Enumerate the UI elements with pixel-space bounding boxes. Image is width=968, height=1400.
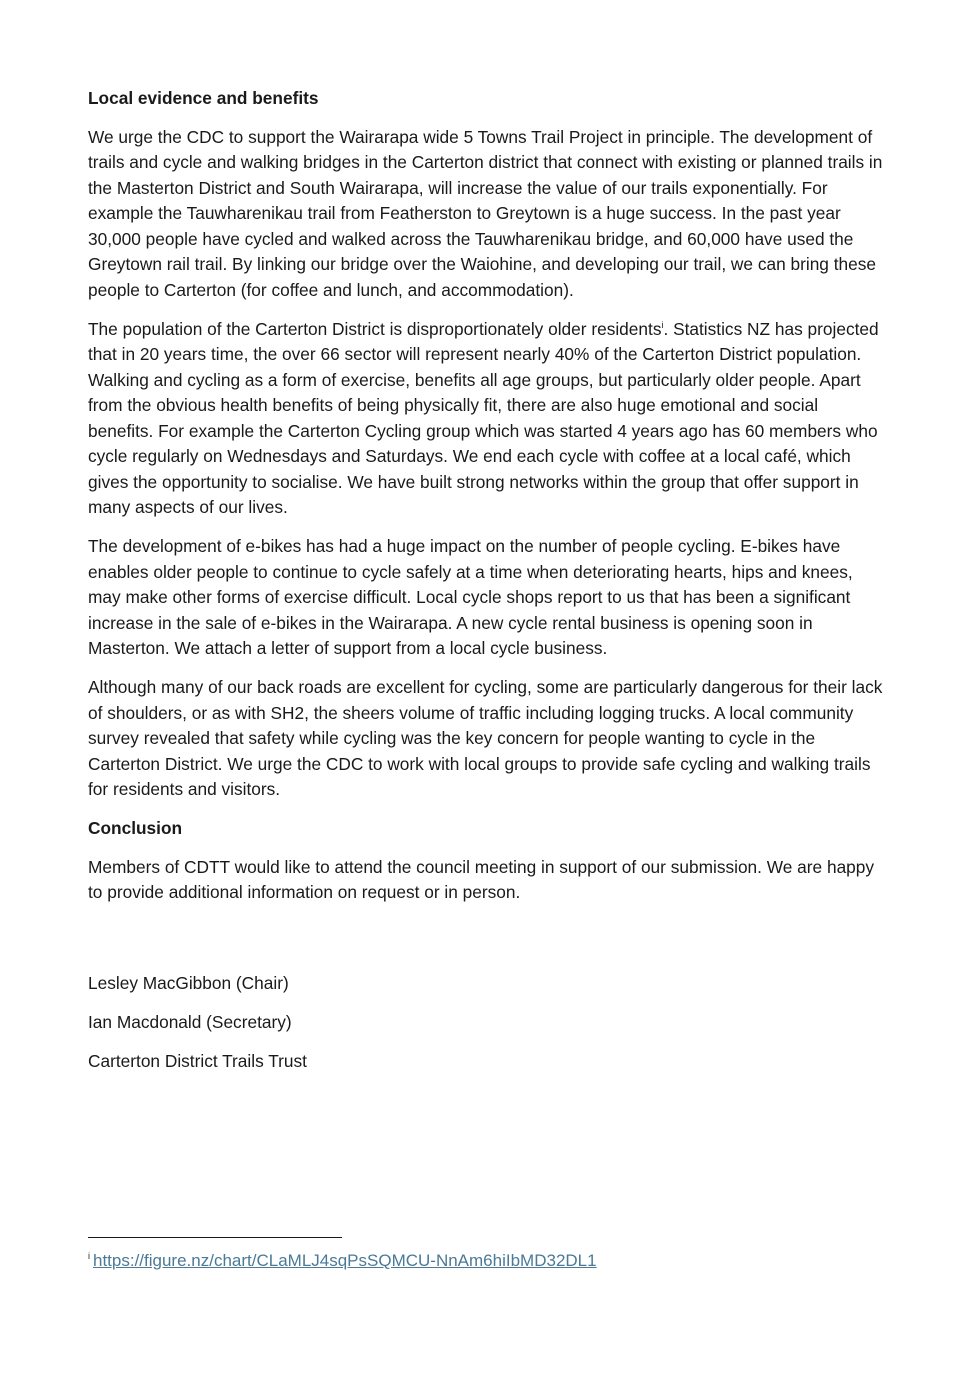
footnote-divider [88, 1237, 342, 1238]
footnote-link[interactable]: https://figure.nz/chart/CLaMLJ4sqPsSQMCU-NnAm6hiIbMD32DL1 [93, 1251, 597, 1270]
paragraph-safety: Although many of our back roads are excellent for cycling, some are particularly dangerous for their lack of shoulders, or as with SH2, the sheers volume of traffic including logging trucks. A local community survey revealed that safety while cycling was the key concern for people wanting to cycle in the Carterton District. We urge the CDC to work with local groups to provide safe cycling and walking trails for residents and visitors. [88, 677, 883, 799]
section-heading-conclusion: Conclusion [88, 818, 183, 838]
paragraph-population-end: . Statistics NZ has projected that in 20 years time, the over 66 sector will represent nearly 40% of the Carterton District population. Walking and cycling as a form of exercise, benefits all age groups, but particularly older people. Apart from the obvious health benefits of being physically fit, there are also huge emotional and social benefits. For example the Carterton Cycling group which was started 4 years ago has 60 members who cycle regularly on Wednesdays and Saturdays. We end each cycle with coffee at a local café, which gives the opportunity to socialise. We have built strong networks within the group that offer support in many aspects of our lives. [88, 318, 879, 517]
paragraph-conclusion: Members of CDTT would like to attend the council meeting in support of our submission. We are happy to provide additional information on request or in person. [88, 856, 875, 902]
document-body [88, 86, 888, 1088]
paragraph-population-start: The population of the Carterton District is disproportionately older residents [88, 318, 662, 339]
signature-spacer [88, 919, 888, 971]
paragraph-e-bikes: The development of e-bikes has had a huge impact on the number of people cycling. E-bikes have enables older people to continue to cycle safely at a time when deteriorating hearts, hips and knees, may make other forms of exercise difficult. Local cycle shops report to us that has been a significant increase in the sale of e-bikes in the Wairarapa. A new cycle rental business is opening soon in Masterton. We attach a letter of support from a local cycle business. [88, 536, 853, 658]
signature-organisation: Carterton District Trails Trust [88, 1051, 307, 1071]
signature-secretary: Ian Macdonald (Secretary) [88, 1012, 292, 1032]
section-heading-local-evidence: Local evidence and benefits [88, 88, 319, 108]
paragraph-population [88, 317, 888, 521]
signature-chair: Lesley MacGibbon (Chair) [88, 973, 289, 993]
footnote-reference-mark[interactable]: i [661, 319, 664, 330]
footnote-number: i [88, 1251, 90, 1262]
footnote [88, 1249, 597, 1273]
paragraph-trails-project: We urge the CDC to support the Wairarapa wide 5 Towns Trail Project in principle. The development of trails and cycle and walking bridges in the Carterton district that connect with existing or planned trails in the Masterton District and South Wairarapa, will increase the value of our trails exponentially. For example the Tauwharenikau trail from Featherston to Greytown is a huge success. In the past year 30,000 people have cycled and walked across the Tauwharenikau bridge, and 60,000 have used the Greytown rail trail. By linking our bridge over the Waiohine, and developing our trail, we can bring these people to Carterton (for coffee and lunch, and accommodation). [88, 126, 883, 300]
